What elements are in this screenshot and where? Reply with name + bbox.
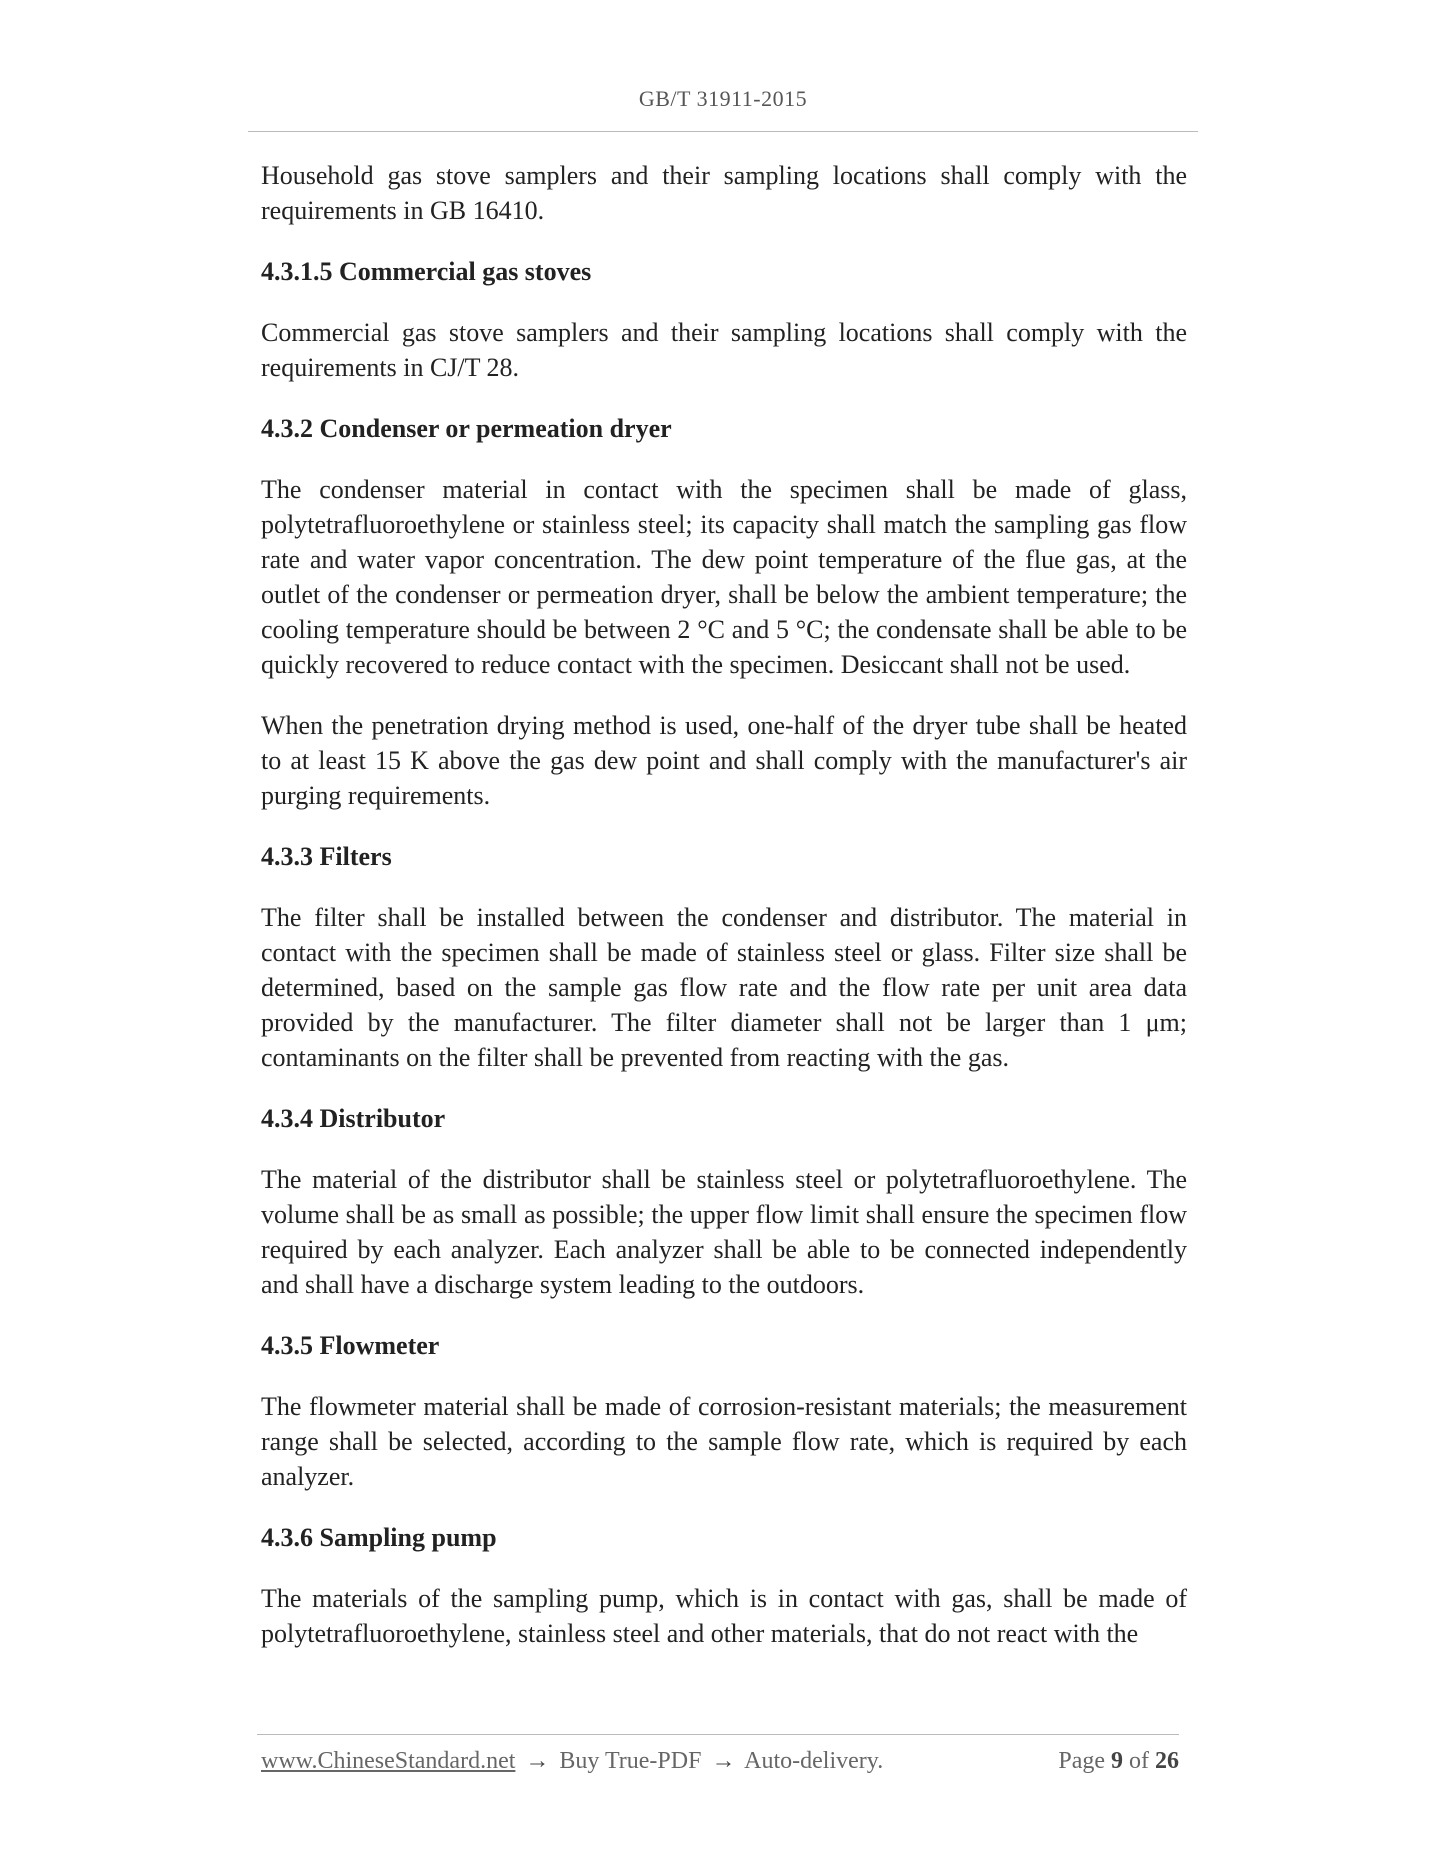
paragraph-flowmeter: The flowmeter material shall be made of corrosion-resistant materials; the measurement range shall be selected, according to the sample flow rate, which is required by each analyzer. — [261, 1392, 1187, 1491]
site-link[interactable]: www.ChineseStandard.net — [261, 1748, 516, 1774]
footer-divider — [257, 1734, 1179, 1735]
arrow-right-icon: → — [525, 1748, 550, 1774]
paragraph-penetration-drying: When the penetration drying method is used, one-half of the dryer tube shall be heated to at least 15 K above the gas dew point and shall comply with the manufacturer's air purging requirements. — [261, 711, 1187, 810]
heading-4-3-6: 4.3.6 Sampling pump — [261, 1523, 497, 1552]
paragraph-distributor: The material of the distributor shall be stainless steel or polytetrafluoroethylene. The volume shall be as small as possible; the upper flow limit shall ensure the specimen flow required by each analyzer. Each analyzer shall be able to be connected independently and shall have a discharge system leading to the outdoors. — [261, 1165, 1187, 1299]
page-label: Page — [1058, 1748, 1105, 1774]
header-divider — [248, 131, 1198, 132]
document-body — [261, 158, 1187, 1677]
document-footer — [261, 1748, 1179, 1782]
footer-promo — [261, 1748, 883, 1775]
paragraph-commercial-gas-stoves: Commercial gas stove samplers and their sampling locations shall comply with the requirements in CJ/T 28. — [261, 318, 1187, 382]
page-current: 9 — [1111, 1748, 1123, 1774]
of-label: of — [1129, 1748, 1149, 1774]
arrow-right-icon: → — [711, 1748, 736, 1774]
heading-4-3-2: 4.3.2 Condenser or permeation dryer — [261, 414, 672, 443]
page-total: 26 — [1155, 1748, 1179, 1774]
document-header — [248, 86, 1198, 112]
paragraph-sampling-pump: The materials of the sampling pump, which is in contact with gas, shall be made of polytetrafluoroethylene, stainless steel and other materials, that do not react with the — [261, 1584, 1187, 1648]
buy-true-pdf-text: Buy True-PDF — [559, 1748, 702, 1774]
heading-4-3-5: 4.3.5 Flowmeter — [261, 1331, 440, 1360]
document-id: GB/T 31911-2015 — [638, 86, 808, 111]
auto-delivery-text: Auto-delivery. — [744, 1748, 884, 1774]
heading-4-3-1-5: 4.3.1.5 Commercial gas stoves — [261, 257, 592, 286]
paragraph-condenser-material: The condenser material in contact with the specimen shall be made of glass, polytetrafluoroethylene or stainless steel; its capacity shall match the sampling gas flow rate and water vapor concentration. The dew point temperature of the flue gas, at the outlet of the condenser or permeation dryer, shall be below the ambient temperature; the cooling temperature should be between 2 °C and 5 °C; the condensate shall be able to be quickly recovered to reduce contact with the specimen. Desiccant shall not be used. — [261, 475, 1187, 679]
heading-4-3-4: 4.3.4 Distributor — [261, 1104, 446, 1133]
page-number — [1058, 1748, 1179, 1775]
heading-4-3-3: 4.3.3 Filters — [261, 842, 392, 871]
paragraph-filters: The filter shall be installed between the condenser and distributor. The material in contact with the specimen shall be made of stainless steel or glass. Filter size shall be determined, based on the sample gas flow rate and the flow rate per unit area data provided by the manufacturer. The filter diameter shall not be larger than 1 μm; contaminants on the filter shall be prevented from reacting with the gas. — [261, 903, 1187, 1072]
paragraph-household-gas-stoves: Household gas stove samplers and their sampling locations shall comply with the requirements in GB 16410. — [261, 161, 1187, 225]
